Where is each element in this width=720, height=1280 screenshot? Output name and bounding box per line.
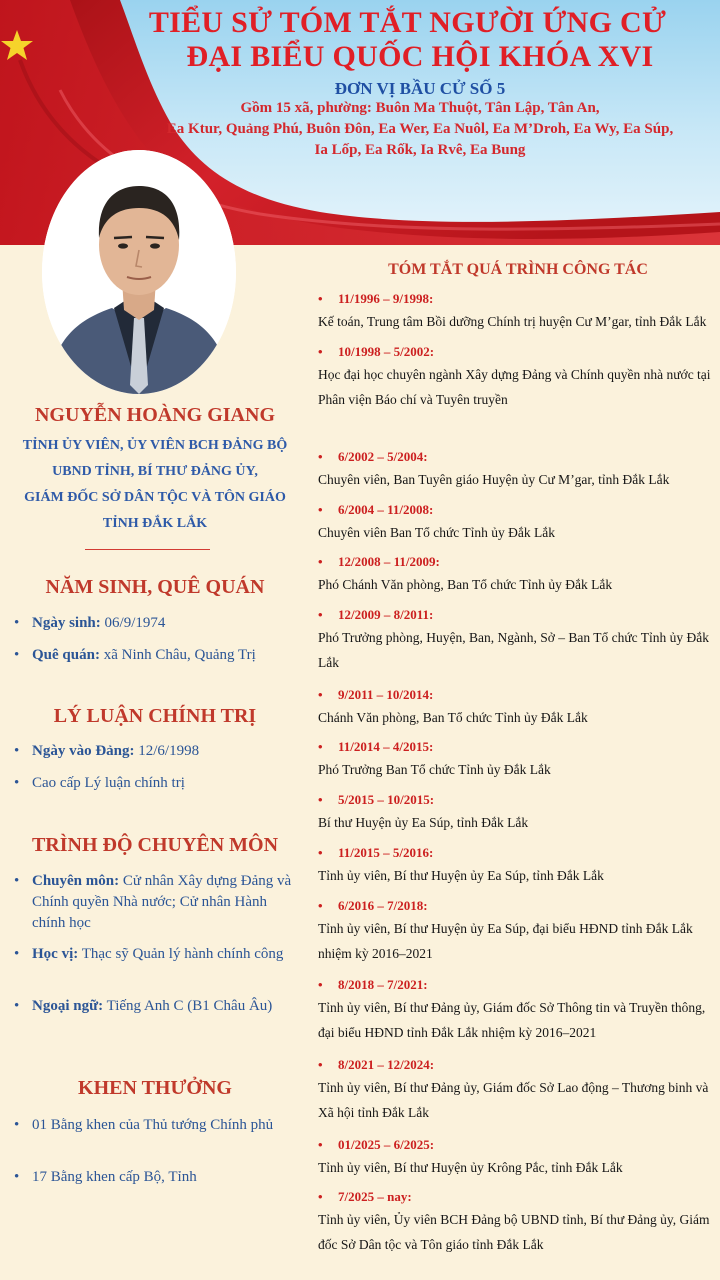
career-period-text: 6/2016 – 7/2018: <box>338 898 428 913</box>
list-item-award-2 <box>14 1167 296 1188</box>
bullet-icon: • <box>318 687 323 702</box>
career-period-text: 12/2009 – 8/2011: <box>338 607 434 622</box>
career-description: Phó Trưởng Ban Tổ chức Tỉnh ủy Đắk Lắk <box>318 762 551 777</box>
career-description: Tỉnh ủy viên, Bí thư Đảng ủy, Giám đốc Sở Lao động – Thương binh và Xã hội tỉnh Đắk Lắk <box>318 1080 709 1120</box>
hometown-label: Quê quán: <box>32 647 100 663</box>
career-period-text: 10/1998 – 5/2002: <box>338 344 435 359</box>
bullet-icon: • <box>318 1189 323 1204</box>
page-title-line2: ĐẠI BIỂU QUỐC HỘI KHÓA XVI <box>186 40 654 73</box>
candidate-position-line1: TỈNH ỦY VIÊN, ỦY VIÊN BCH ĐẢNG BỘ <box>22 438 288 453</box>
list-item-degree <box>14 944 296 965</box>
bullet-icon: • <box>318 449 323 464</box>
career-period-text: 9/2011 – 10/2014: <box>338 687 434 702</box>
list-item-dob <box>14 613 296 634</box>
major-value: Cử nhân Xây dựng Đảng và Chính quyền Nhà nước; Cử nhân Hành chính học <box>32 873 292 931</box>
bullet-icon: • <box>318 977 323 992</box>
degree-label: Học vị: <box>32 946 79 962</box>
career-period <box>318 843 714 863</box>
bullet-icon: • <box>14 1169 20 1185</box>
career-period <box>318 1187 714 1207</box>
electoral-unit: ĐƠN VỊ BẦU CỬ SỐ 5 <box>334 79 506 98</box>
career-period-text: 5/2015 – 10/2015: <box>338 792 435 807</box>
career-entry <box>318 605 714 675</box>
bullet-icon: • <box>318 344 323 359</box>
bullet-icon: • <box>14 647 20 663</box>
career-entry <box>318 790 714 835</box>
page-title-line1: TIỂU SỬ TÓM TẮT NGƯỜI ỨNG CỬ <box>148 6 667 39</box>
list-item-party-join <box>14 741 296 762</box>
career-description: Chánh Văn phòng, Ban Tổ chức Tỉnh ủy Đắk Lắk <box>318 710 588 725</box>
language-label: Ngoại ngữ: <box>32 998 104 1014</box>
candidate-portrait <box>42 150 236 394</box>
bullet-icon: • <box>318 792 323 807</box>
list-item-award-1 <box>14 1115 296 1136</box>
wards-line3: Ia Lốp, Ea Rốk, Ia Rvê, Ea Bung <box>314 142 526 158</box>
career-entry <box>318 342 714 412</box>
bullet-icon: • <box>14 946 20 962</box>
career-entry <box>318 1055 714 1125</box>
wards-line2: Ea Ktur, Quảng Phú, Buôn Đôn, Ea Wer, Ea Nuôl, Ea M’Droh, Ea Wy, Ea Súp, <box>166 121 674 137</box>
career-period <box>318 1135 714 1155</box>
career-period <box>318 289 714 309</box>
award-1: 01 Bằng khen của Thủ tướng Chính phủ <box>32 1117 274 1133</box>
career-period <box>318 447 714 467</box>
bullet-icon: • <box>318 845 323 860</box>
career-description: Tỉnh ủy viên, Bí thư Huyện ủy Ea Súp, đại biểu HĐND tỉnh Đắk Lắk nhiệm kỳ 2016–2021 <box>318 921 693 961</box>
career-description: Tỉnh ủy viên, Ủy viên BCH Đảng bộ UBND tỉnh, Bí thư Đảng ủy, Giám đốc Sở Dân tộc và Tôn giáo tỉnh Đắk Lắk <box>318 1212 710 1252</box>
career-period <box>318 552 714 572</box>
section-heading-awards: KHEN THƯỞNG <box>78 1077 232 1099</box>
career-description: Tỉnh ủy viên, Bí thư Huyện ủy Krông Pắc, tỉnh Đắk Lắk <box>318 1160 623 1175</box>
bullet-icon: • <box>318 739 323 754</box>
career-period-text: 7/2025 – nay: <box>338 1189 412 1204</box>
portrait-image <box>42 150 236 394</box>
career-description: Bí thư Huyện ủy Ea Súp, tỉnh Đắk Lắk <box>318 815 529 830</box>
bullet-icon: • <box>318 291 323 306</box>
career-period <box>318 737 714 757</box>
bullet-icon: • <box>318 1137 323 1152</box>
career-period <box>318 605 714 625</box>
career-description: Chuyên viên, Ban Tuyên giáo Huyện ủy Cư M’gar, tỉnh Đắk Lắk <box>318 472 670 487</box>
career-description: Phó Trưởng phòng, Huyện, Ban, Ngành, Sở – Ban Tổ chức Tỉnh ủy Đắk Lắk <box>318 630 710 670</box>
career-description: Phó Chánh Văn phòng, Ban Tổ chức Tỉnh ủy Đắk Lắk <box>318 577 613 592</box>
dob-label: Ngày sinh: <box>32 615 101 631</box>
career-period-text: 6/2002 – 5/2004: <box>338 449 428 464</box>
career-description: Tỉnh ủy viên, Bí thư Đảng ủy, Giám đốc Sở Thông tin và Truyền thông, đại biểu HĐND tỉnh Đắk Lắk nhiệm kỳ 2016–2021 <box>318 1000 706 1040</box>
candidate-position-line2: UBND TỈNH, BÍ THƯ ĐẢNG ỦY, <box>52 464 258 479</box>
list-item-political-level <box>14 773 296 794</box>
bullet-icon: • <box>14 775 20 791</box>
career-period-text: 11/1996 – 9/1998: <box>338 291 434 306</box>
candidate-position-line4: TỈNH ĐẮK LẮK <box>102 516 208 531</box>
major-label: Chuyên môn: <box>32 873 120 889</box>
career-entry <box>318 896 714 966</box>
divider-line <box>85 549 210 550</box>
list-item-hometown <box>14 645 296 666</box>
career-period-text: 11/2015 – 5/2016: <box>338 845 434 860</box>
career-period-text: 6/2004 – 11/2008: <box>338 502 434 517</box>
career-entry <box>318 447 714 492</box>
hometown-value: xã Ninh Châu, Quảng Trị <box>103 647 256 663</box>
career-description: Tỉnh ủy viên, Bí thư Huyện ủy Ea Súp, tỉnh Đắk Lắk <box>318 868 604 883</box>
party-join-value: 12/6/1998 <box>138 743 200 759</box>
dob-value: 06/9/1974 <box>104 615 166 631</box>
list-item-language <box>14 996 296 1017</box>
career-period-text: 8/2021 – 12/2024: <box>338 1057 435 1072</box>
political-level: Cao cấp Lý luận chính trị <box>32 775 185 791</box>
bullet-icon: • <box>14 615 20 631</box>
career-period <box>318 685 714 705</box>
party-join-label: Ngày vào Đảng: <box>32 743 135 759</box>
bullet-icon: • <box>318 554 323 569</box>
section-heading-politics: LÝ LUẬN CHÍNH TRỊ <box>53 705 257 727</box>
section-heading-birth: NĂM SINH, QUÊ QUÁN <box>45 576 265 598</box>
career-description: Học đại học chuyên ngành Xây dựng Đảng và Chính quyền nhà nước tại Phân viện Báo chí và Tuyên truyền <box>318 367 711 407</box>
bullet-icon: • <box>318 898 323 913</box>
career-heading: TÓM TẮT QUÁ TRÌNH CÔNG TÁC <box>388 261 648 278</box>
bullet-icon: • <box>14 873 20 889</box>
award-2: 17 Bằng khen cấp Bộ, Tỉnh <box>32 1169 197 1185</box>
career-entry <box>318 1187 714 1257</box>
career-entry <box>318 843 714 888</box>
career-period <box>318 896 714 916</box>
career-period <box>318 500 714 520</box>
career-period-text: 12/2008 – 11/2009: <box>338 554 440 569</box>
career-entry <box>318 500 714 545</box>
career-entry <box>318 685 714 730</box>
career-period-text: 01/2025 – 6/2025: <box>338 1137 435 1152</box>
bullet-icon: • <box>318 1057 323 1072</box>
career-period <box>318 975 714 995</box>
career-entry <box>318 289 714 334</box>
bullet-icon: • <box>318 502 323 517</box>
candidate-position-line3: GIÁM ĐỐC SỞ DÂN TỘC VÀ TÔN GIÁO <box>24 490 286 505</box>
section-heading-professional: TRÌNH ĐỘ CHUYÊN MÔN <box>31 834 279 856</box>
career-entry <box>318 1135 714 1180</box>
bullet-icon: • <box>318 607 323 622</box>
candidate-name: NGUYỄN HOÀNG GIANG <box>34 404 275 426</box>
career-description: Chuyên viên Ban Tổ chức Tỉnh ủy Đắk Lắk <box>318 525 556 540</box>
career-entry <box>318 975 714 1045</box>
career-period <box>318 342 714 362</box>
degree-value: Thạc sỹ Quản lý hành chính công <box>81 946 284 962</box>
career-period-text: 11/2014 – 4/2015: <box>338 739 434 754</box>
language-value: Tiếng Anh C (B1 Châu Âu) <box>106 998 273 1014</box>
list-item-major <box>14 871 296 934</box>
career-period <box>318 790 714 810</box>
career-description: Kế toán, Trung tâm Bồi dưỡng Chính trị huyện Cư M’gar, tỉnh Đắk Lắk <box>318 314 707 329</box>
career-period <box>318 1055 714 1075</box>
wards-line1: Gồm 15 xã, phường: Buôn Ma Thuột, Tân Lập, Tân An, <box>240 100 600 116</box>
bullet-icon: • <box>14 743 20 759</box>
bullet-icon: • <box>14 1117 20 1133</box>
career-period-text: 8/2018 – 7/2021: <box>338 977 428 992</box>
career-entry <box>318 737 714 782</box>
bullet-icon: • <box>14 998 20 1014</box>
career-entry <box>318 552 714 597</box>
